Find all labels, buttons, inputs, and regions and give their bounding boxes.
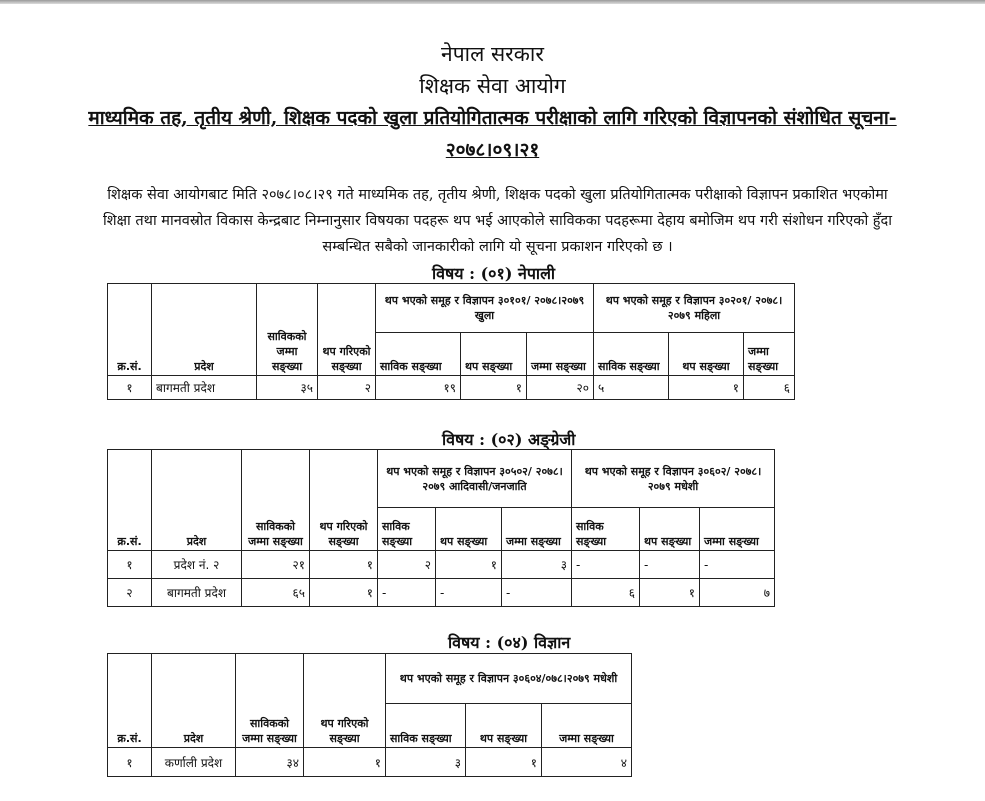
col-header-added: थप गरिएको सङ्ख्या (318, 284, 376, 376)
group-header-madheshi: थप भएको समूह र विज्ञापन ३०६०२/ २०७८।२०७९ मधेशी (572, 450, 775, 508)
cell-province: प्रदेश नं. २ (152, 551, 242, 579)
sub-header-total: जम्मा सङ्ख्या (527, 333, 594, 376)
cell-a-added: १ (461, 376, 527, 400)
group-header-madheshi: थप भएको समूह र विज्ञापन ३०६०४/०७८।२०७९ मधेशी (386, 654, 632, 704)
cell-b-added: - (640, 551, 700, 579)
intro-line-3: सम्बन्धित सबैको जानकारीको लागि यो सूचना प्रकाशन गरिएको छ । (322, 239, 673, 255)
intro-line-2: शिक्षा तथा मानवस्रोत विकास केन्द्रबाट निम्नानुसार विषयका पदहरू थप भई आएकोले साविकका पदहरूमा देहाय बमोजिम थप गरी संशोधन गरिएको हुँदा (103, 213, 892, 229)
cell-a-total: ३ (502, 551, 572, 579)
commission-name: शिक्षक सेवा आयोग (419, 74, 566, 98)
cell-a-saabik: २ (378, 551, 436, 579)
cell-sn: १ (108, 551, 152, 579)
cell-province: कर्णाली प्रदेश (152, 748, 236, 777)
cell-added: १ (310, 579, 378, 607)
col-header-province: प्रदेश (152, 654, 236, 748)
cell-a-saabik: १९ (376, 376, 461, 400)
col-header-saabik-total: साविकको जम्मा सङ्ख्या (257, 284, 318, 376)
col-header-saabik-total: साविकको जम्मा सङ्ख्या (236, 654, 304, 748)
cell-a-saabik: ३ (386, 748, 466, 777)
cell-added: १ (304, 748, 386, 777)
table-row (108, 579, 775, 607)
sub-header-added: थप सङ्ख्या (669, 333, 744, 376)
cell-a-saabik: - (378, 579, 436, 607)
col-header-province: प्रदेश (152, 450, 242, 551)
cell-b-total: ६ (744, 376, 795, 400)
cell-a-added: १ (466, 748, 542, 777)
cell-sn: १ (108, 376, 152, 400)
cell-b-saabik: ५ (594, 376, 669, 400)
group-header-janajati: थप भएको समूह र विज्ञापन ३०५०२/ २०७८।२०७९ आदिवासी/जनजाति (378, 450, 572, 508)
table-nepali (107, 283, 795, 400)
sub-header-added: थप सङ्ख्या (640, 508, 700, 551)
sub-header-added: थप सङ्ख्या (466, 704, 542, 748)
sub-header-added: थप सङ्ख्या (436, 508, 502, 551)
sub-header-saabik: साविक सङ्ख्या (572, 508, 640, 551)
subject-heading-science: विषय : (०४) विज्ञान (448, 633, 571, 652)
table-row (108, 748, 632, 777)
cell-b-total: - (700, 551, 775, 579)
cell-province: बागमती प्रदेश (152, 579, 242, 607)
cell-b-saabik: - (572, 551, 640, 579)
notice-title: माध्यमिक तह, तृतीय श्रेणी, शिक्षक पदको खुला प्रतियोगितात्मक परीक्षाको लागि गरिएको विज्ञापनको संशोधित सूचना- (88, 107, 897, 129)
cell-b-added: १ (640, 579, 700, 607)
subject-heading-english: विषय : (०२) अङ्ग्रेजी (442, 430, 576, 449)
sub-header-total: जम्मा सङ्ख्या (744, 333, 795, 376)
sub-header-saabik: साविक सङ्ख्या (378, 508, 436, 551)
cell-a-added: - (436, 579, 502, 607)
table-row (108, 551, 775, 579)
sub-header-total: जम्मा सङ्ख्या (502, 508, 572, 551)
cell-province: बागमती प्रदेश (152, 376, 257, 400)
cell-saabik: ३४ (236, 748, 304, 777)
group-header-khula: थप भएको समूह र विज्ञापन ३०१०१/ २०७८।२०७९ खुला (376, 284, 594, 333)
col-header-sn: क्र.सं. (108, 284, 152, 376)
window-top-edge (0, 0, 985, 4)
cell-sn: २ (108, 579, 152, 607)
intro-line-1: शिक्षक सेवा आयोगबाट मिति २०७८।०८।२९ गते माध्यमिक तह, तृतीय श्रेणी, शिक्षक पदको खुला प्रतियोगितात्मक परीक्षाको विज्ञापन प्रकाशित भएकोमा (107, 187, 888, 203)
cell-b-added: १ (669, 376, 744, 400)
cell-b-saabik: ६ (572, 579, 640, 607)
cell-a-added: १ (436, 551, 502, 579)
table-english (107, 449, 775, 607)
sub-header-added: थप सङ्ख्या (461, 333, 527, 376)
col-header-added: थप गरिएको सङ्ख्या (304, 654, 386, 748)
cell-added: २ (318, 376, 376, 400)
government-name: नेपाल सरकार (441, 42, 544, 66)
table-science (107, 653, 632, 777)
sub-header-total: जम्मा सङ्ख्या (700, 508, 775, 551)
notice-date: २०७८।०९।२१ (445, 139, 540, 161)
col-header-saabik-total: साविकको जम्मा सङ्ख्या (242, 450, 310, 551)
cell-a-total: - (502, 579, 572, 607)
subject-heading-nepali: विषय : (०१) नेपाली (432, 264, 556, 283)
cell-saabik: २१ (242, 551, 310, 579)
cell-a-total: २० (527, 376, 594, 400)
cell-a-total: ४ (542, 748, 632, 777)
sub-header-total: जम्मा सङ्ख्या (542, 704, 632, 748)
col-header-sn: क्र.सं. (108, 654, 152, 748)
cell-saabik: ६५ (242, 579, 310, 607)
cell-b-total: ७ (700, 579, 775, 607)
cell-saabik: ३५ (257, 376, 318, 400)
sub-header-saabik: साविक सङ्ख्या (376, 333, 461, 376)
group-header-mahila: थप भएको समूह र विज्ञापन ३०२०१/ २०७८।२०७९ महिला (594, 284, 795, 333)
cell-sn: १ (108, 748, 152, 777)
sub-header-saabik: साविक सङ्ख्या (386, 704, 466, 748)
cell-added: १ (310, 551, 378, 579)
col-header-added: थप गरिएको सङ्ख्या (310, 450, 378, 551)
sub-header-saabik: साविक सङ्ख्या (594, 333, 669, 376)
table-row (108, 376, 795, 400)
col-header-province: प्रदेश (152, 284, 257, 376)
col-header-sn: क्र.सं. (108, 450, 152, 551)
